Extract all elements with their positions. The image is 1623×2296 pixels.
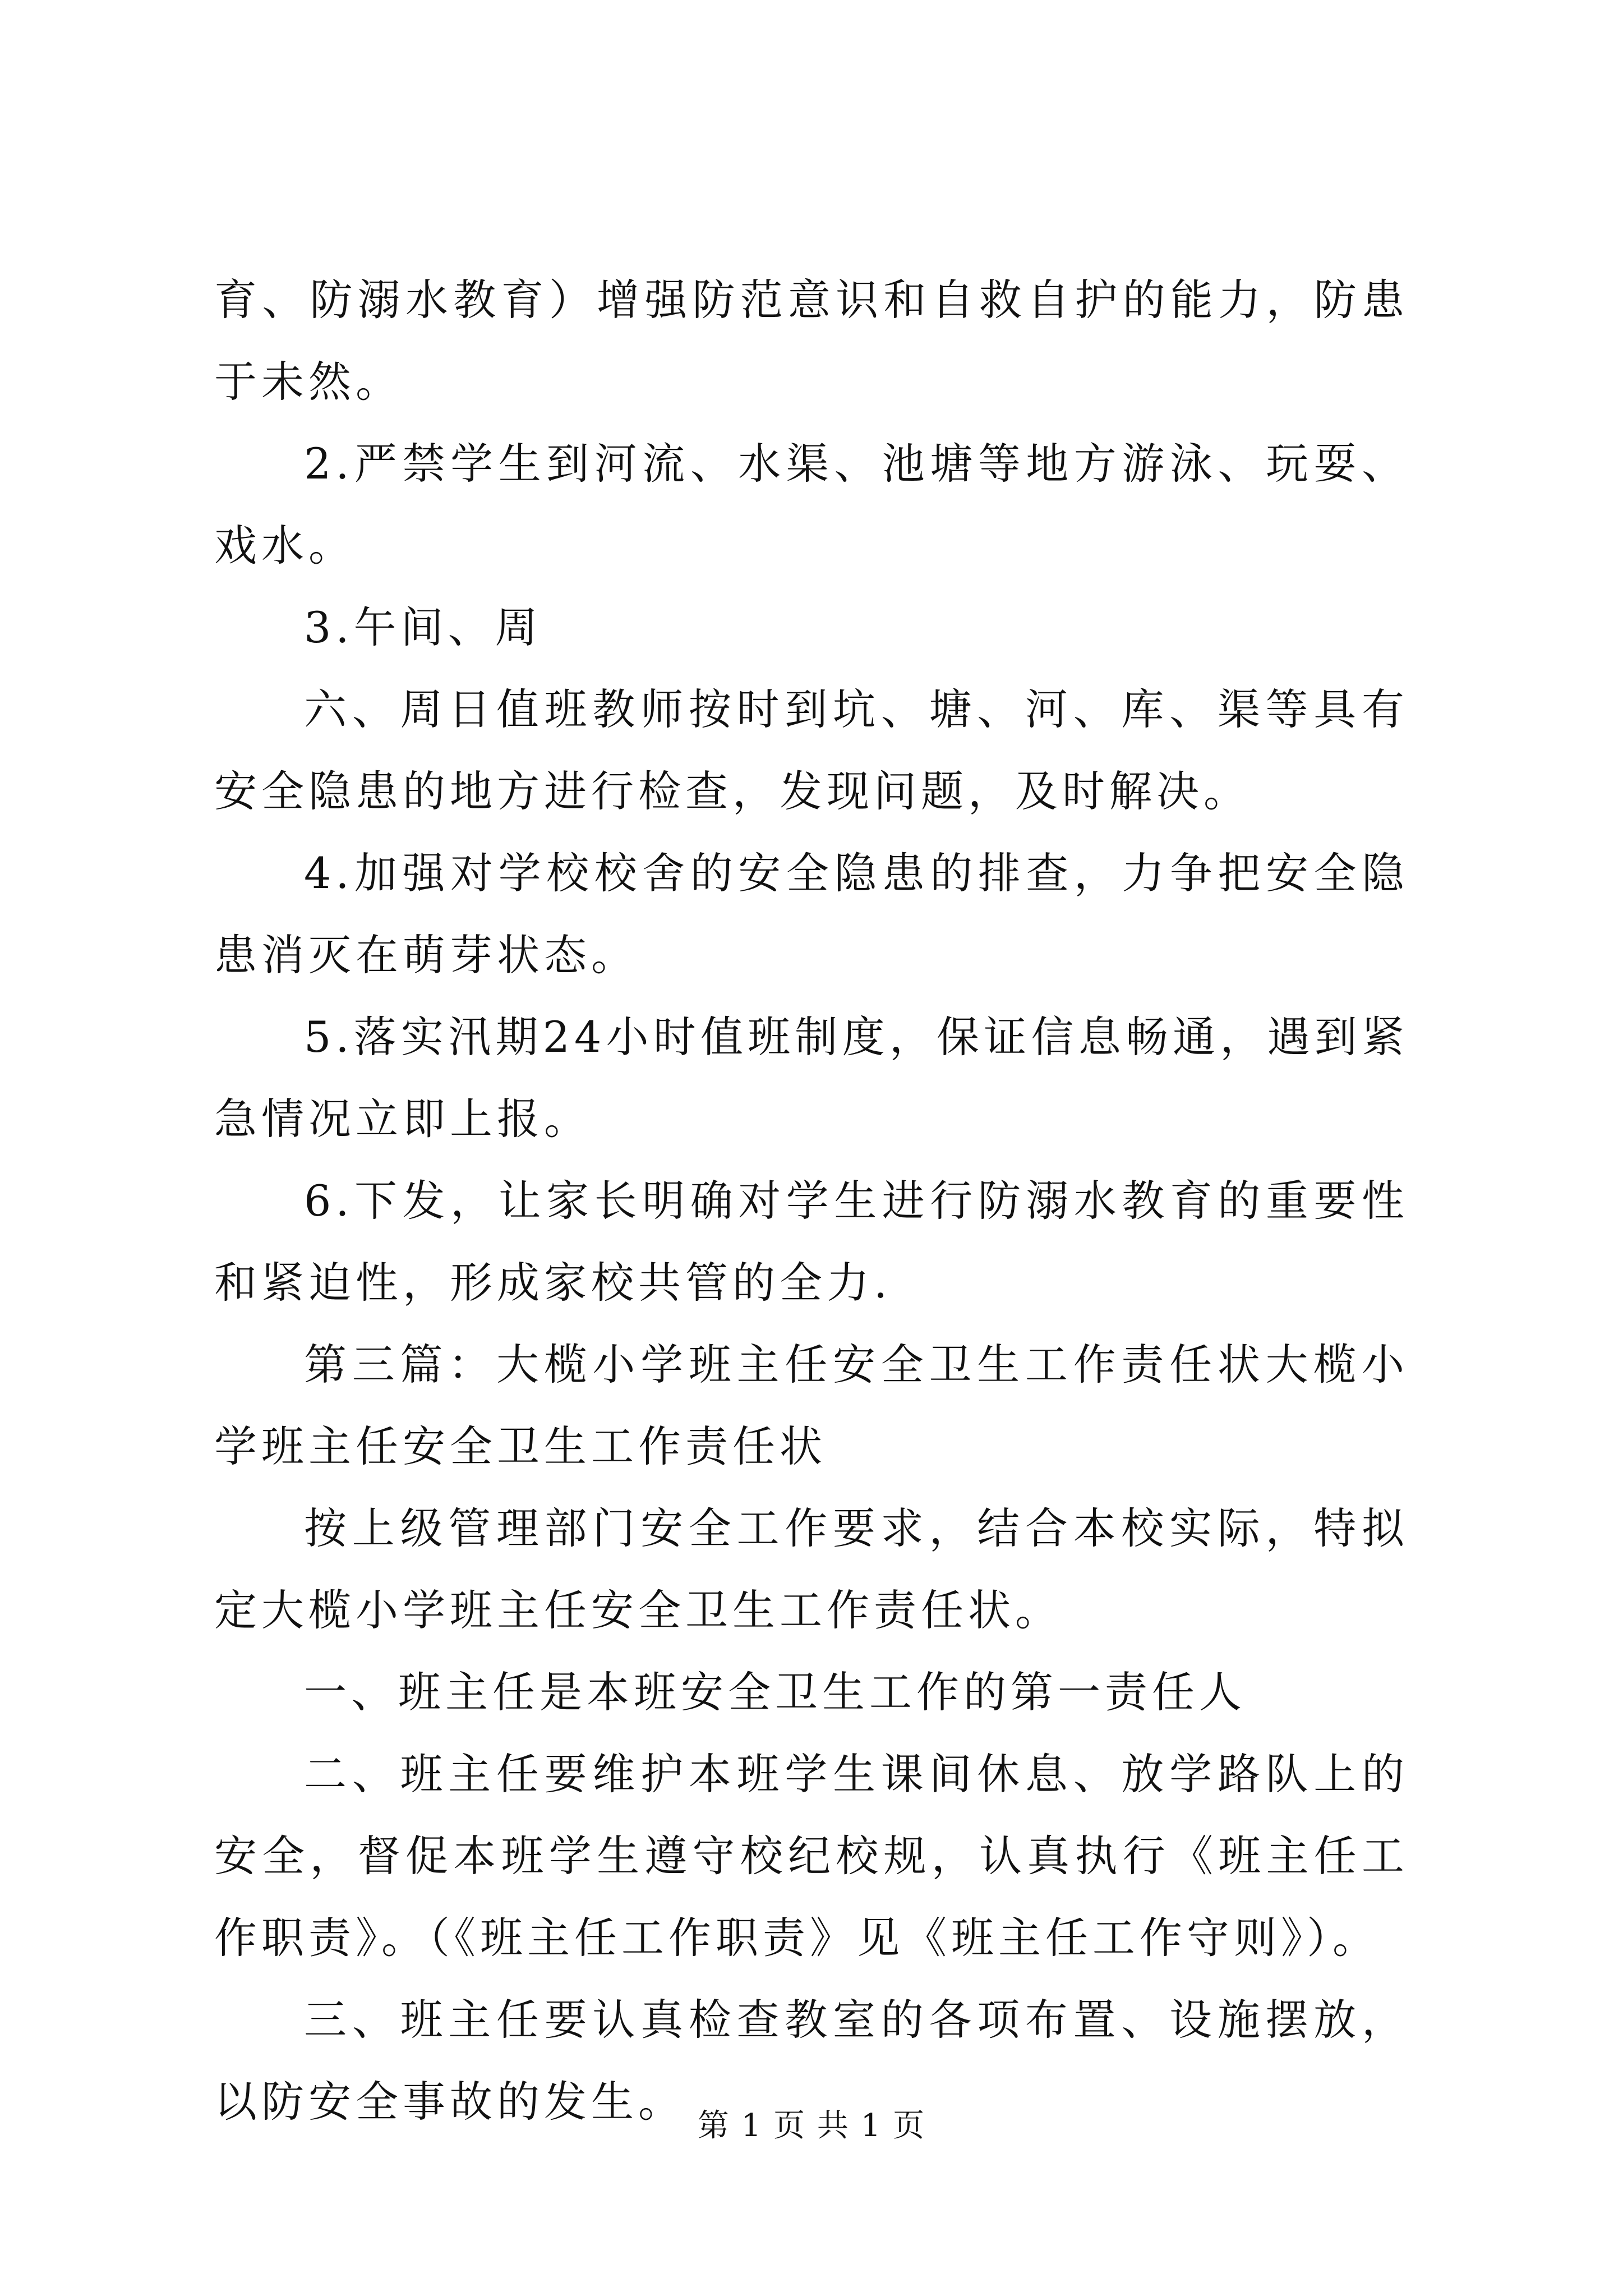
paragraph-5: 4.加强对学校校舍的安全隐患的排查，力争把安全隐患消灭在萌芽状态。 xyxy=(214,848,1409,980)
paragraph-6: 5.落实汛期24小时值班制度，保证信息畅通，遇到紧急情况立即上报。 xyxy=(214,1012,1409,1144)
paragraph-2: 2.严禁学生到河流、水渠、池塘等地方游泳、玩耍、戏水。 xyxy=(214,439,1409,570)
paragraph-4: 六、周日值班教师按时到坑、塘、河、库、渠等具有安全隐患的地方进行检查，发现问题，及时解决。 xyxy=(214,684,1409,816)
paragraph-9: 按上级管理部门安全工作要求，结合本校实际，特拟定大榄小学班主任安全卫生工作责任状。 xyxy=(214,1503,1409,1635)
paragraph-12: 三、班主任要认真检查教室的各项布置、设施摆放，以防安全事故的发生。 xyxy=(214,1995,1409,2127)
page-footer: 第 1 页 共 1 页 xyxy=(697,2108,926,2144)
document-body xyxy=(214,259,1409,2143)
paragraph-7: 6.下发，让家长明确对学生进行防溺水教育的重要性和紧迫性，形成家校共管的全力. xyxy=(214,1176,1409,1308)
paragraph-11: 二、班主任要维护本班学生课间休息、放学路队上的安全，督促本班学生遵守校纪校规，认真执行《班主任工作职责》。（《班主任工作职责》见《班主任工作守则》）。 xyxy=(214,1749,1409,1963)
paragraph-3: 3.午间、周 xyxy=(304,602,542,652)
section-heading: 第三篇：大榄小学班主任安全卫生工作责任状大榄小学班主任安全卫生工作责任状 xyxy=(214,1340,1409,1471)
paragraph-10: 一、班主任是本班安全卫生工作的第一责任人 xyxy=(304,1667,1246,1717)
paragraph-1: 育、防溺水教育）增强防范意识和自救自护的能力，防患于未然。 xyxy=(214,275,1409,407)
